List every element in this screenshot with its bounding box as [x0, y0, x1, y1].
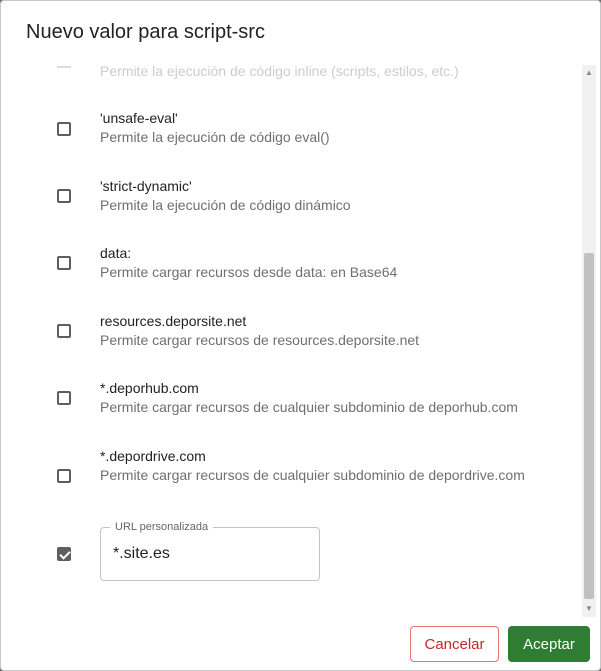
checkbox-data[interactable]: [57, 256, 71, 270]
option-description: Permite cargar recursos de cualquier subdominio de deporhub.com: [100, 399, 518, 415]
option-description: Permite la ejecución de código eval(): [100, 129, 330, 145]
option-label: 'strict-dynamic': [100, 178, 192, 194]
accept-button[interactable]: Aceptar: [508, 626, 590, 662]
checkbox-resources-deporsite[interactable]: [57, 324, 71, 338]
option-description: Permite la ejecución de código dinámico: [100, 197, 351, 213]
cancel-button[interactable]: Cancelar: [410, 626, 499, 662]
options-list[interactable]: [1, 57, 600, 620]
scrollbar[interactable]: [582, 65, 596, 617]
scroll-thumb[interactable]: [584, 253, 594, 599]
custom-url-field[interactable]: [100, 521, 320, 581]
scroll-down-icon[interactable]: ▼: [585, 604, 593, 613]
option-description: Permite cargar recursos de resources.deporsite.net: [100, 332, 420, 348]
checkbox-deporhub[interactable]: [57, 391, 71, 405]
dialog-title: Nuevo valor para script-src: [26, 21, 265, 43]
option-description: Permite cargar recursos desde data: en Base64: [100, 264, 398, 280]
checkbox-depordrive[interactable]: [57, 469, 71, 483]
checkbox-strict-dynamic[interactable]: [57, 189, 71, 203]
option-description: Permite la ejecución de código inline (scripts, estilos, etc.): [100, 63, 459, 79]
scroll-up-icon[interactable]: ▲: [585, 68, 593, 77]
option-description: Permite cargar recursos de cualquier subdominio de depordrive.com: [100, 467, 525, 483]
checkbox-custom-url[interactable]: [57, 547, 71, 561]
checkbox-partial[interactable]: [57, 66, 71, 68]
option-label: data:: [100, 245, 132, 261]
checkbox-unsafe-eval[interactable]: [57, 122, 71, 136]
option-label: *.deporhub.com: [100, 380, 199, 396]
custom-url-input[interactable]: [113, 542, 309, 566]
option-label: resources.deporsite.net: [100, 313, 247, 329]
option-label: 'unsafe-eval': [100, 110, 178, 126]
option-label: *.depordrive.com: [100, 448, 206, 464]
custom-url-legend: URL personalizada: [110, 520, 213, 534]
